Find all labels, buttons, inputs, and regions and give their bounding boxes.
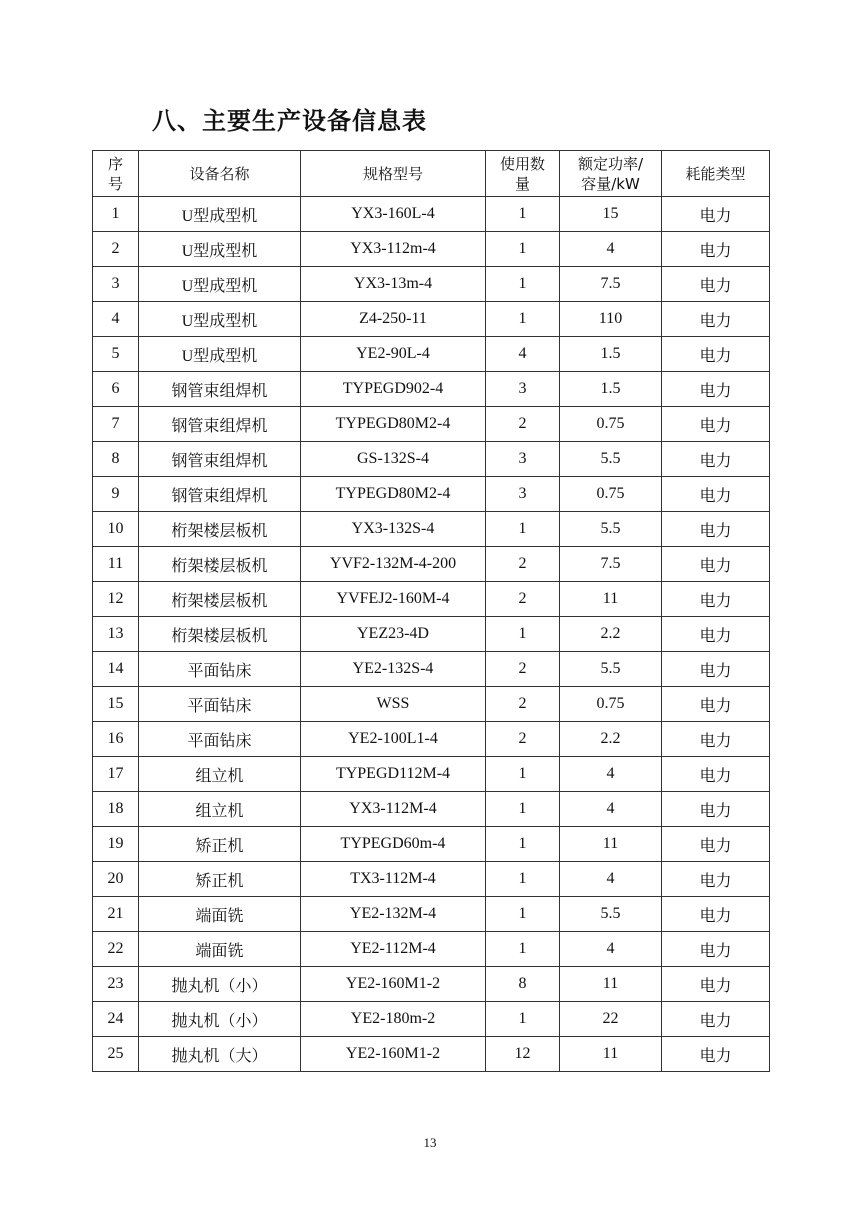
cell-no: 21 bbox=[93, 897, 139, 932]
cell-energy: 电力 bbox=[662, 477, 770, 512]
cell-spec: YE2-160M1-2 bbox=[301, 967, 486, 1002]
cell-no: 16 bbox=[93, 722, 139, 757]
cell-name: 矫正机 bbox=[139, 827, 301, 862]
cell-qty: 2 bbox=[486, 582, 560, 617]
cell-energy: 电力 bbox=[662, 372, 770, 407]
cell-no: 24 bbox=[93, 1002, 139, 1037]
cell-energy: 电力 bbox=[662, 267, 770, 302]
header-power-line2: 容量/kW bbox=[581, 174, 640, 193]
cell-qty: 2 bbox=[486, 722, 560, 757]
table-row bbox=[93, 372, 770, 407]
cell-power: 4 bbox=[560, 757, 662, 792]
cell-energy: 电力 bbox=[662, 932, 770, 967]
cell-name: 组立机 bbox=[139, 757, 301, 792]
cell-qty: 4 bbox=[486, 337, 560, 372]
cell-no: 3 bbox=[93, 267, 139, 302]
cell-power: 0.75 bbox=[560, 687, 662, 722]
cell-name: 桁架楼层板机 bbox=[139, 582, 301, 617]
cell-energy: 电力 bbox=[662, 1037, 770, 1072]
cell-qty: 1 bbox=[486, 757, 560, 792]
cell-no: 19 bbox=[93, 827, 139, 862]
cell-energy: 电力 bbox=[662, 757, 770, 792]
table-row bbox=[93, 1002, 770, 1037]
cell-name: 组立机 bbox=[139, 792, 301, 827]
cell-no: 22 bbox=[93, 932, 139, 967]
header-qty-line1: 使用数 bbox=[499, 154, 545, 173]
cell-no: 14 bbox=[93, 652, 139, 687]
cell-qty: 1 bbox=[486, 827, 560, 862]
cell-power: 4 bbox=[560, 792, 662, 827]
cell-energy: 电力 bbox=[662, 792, 770, 827]
cell-name: 桁架楼层板机 bbox=[139, 547, 301, 582]
cell-name: 端面铣 bbox=[139, 897, 301, 932]
cell-power: 22 bbox=[560, 1002, 662, 1037]
cell-name: 钢管束组焊机 bbox=[139, 407, 301, 442]
cell-qty: 2 bbox=[486, 687, 560, 722]
header-power bbox=[560, 151, 662, 197]
cell-energy: 电力 bbox=[662, 337, 770, 372]
cell-energy: 电力 bbox=[662, 967, 770, 1002]
header-energy: 耗能类型 bbox=[662, 151, 770, 197]
header-no-line2: 号 bbox=[107, 174, 123, 193]
cell-power: 2.2 bbox=[560, 722, 662, 757]
table-row bbox=[93, 547, 770, 582]
cell-no: 10 bbox=[93, 512, 139, 547]
cell-name: 平面钻床 bbox=[139, 722, 301, 757]
cell-no: 4 bbox=[93, 302, 139, 337]
cell-power: 1.5 bbox=[560, 337, 662, 372]
table-row bbox=[93, 197, 770, 232]
cell-power: 11 bbox=[560, 827, 662, 862]
cell-name: 抛丸机（小） bbox=[139, 967, 301, 1002]
cell-spec: YE2-180m-2 bbox=[301, 1002, 486, 1037]
cell-no: 25 bbox=[93, 1037, 139, 1072]
cell-qty: 2 bbox=[486, 652, 560, 687]
cell-no: 17 bbox=[93, 757, 139, 792]
cell-power: 7.5 bbox=[560, 547, 662, 582]
cell-power: 110 bbox=[560, 302, 662, 337]
cell-name: 矫正机 bbox=[139, 862, 301, 897]
cell-qty: 3 bbox=[486, 442, 560, 477]
cell-power: 11 bbox=[560, 1037, 662, 1072]
cell-power: 0.75 bbox=[560, 477, 662, 512]
cell-power: 4 bbox=[560, 932, 662, 967]
header-qty-line2: 量 bbox=[514, 174, 530, 193]
cell-spec: YX3-112M-4 bbox=[301, 792, 486, 827]
cell-spec: TYPEGD902-4 bbox=[301, 372, 486, 407]
cell-qty: 1 bbox=[486, 197, 560, 232]
cell-qty: 1 bbox=[486, 267, 560, 302]
table-row bbox=[93, 687, 770, 722]
cell-energy: 电力 bbox=[662, 687, 770, 722]
header-power-line1: 额定功率/ bbox=[577, 154, 644, 173]
cell-name: U型成型机 bbox=[139, 302, 301, 337]
cell-power: 5.5 bbox=[560, 512, 662, 547]
cell-energy: 电力 bbox=[662, 582, 770, 617]
cell-power: 7.5 bbox=[560, 267, 662, 302]
header-spec: 规格型号 bbox=[301, 151, 486, 197]
table-row bbox=[93, 897, 770, 932]
cell-spec: YE2-112M-4 bbox=[301, 932, 486, 967]
table-row bbox=[93, 967, 770, 1002]
equipment-table bbox=[92, 150, 770, 1072]
cell-spec: YE2-160M1-2 bbox=[301, 1037, 486, 1072]
table-row bbox=[93, 512, 770, 547]
cell-spec: TYPEGD80M2-4 bbox=[301, 407, 486, 442]
cell-spec: YVF2-132M-4-200 bbox=[301, 547, 486, 582]
cell-spec: TYPEGD80M2-4 bbox=[301, 477, 486, 512]
cell-energy: 电力 bbox=[662, 897, 770, 932]
cell-qty: 3 bbox=[486, 477, 560, 512]
cell-energy: 电力 bbox=[662, 197, 770, 232]
cell-power: 1.5 bbox=[560, 372, 662, 407]
cell-name: 平面钻床 bbox=[139, 687, 301, 722]
cell-spec: YE2-90L-4 bbox=[301, 337, 486, 372]
cell-power: 4 bbox=[560, 232, 662, 267]
table-row bbox=[93, 932, 770, 967]
cell-name: 平面钻床 bbox=[139, 652, 301, 687]
cell-qty: 3 bbox=[486, 372, 560, 407]
cell-qty: 1 bbox=[486, 792, 560, 827]
cell-no: 5 bbox=[93, 337, 139, 372]
header-qty bbox=[486, 151, 560, 197]
cell-energy: 电力 bbox=[662, 232, 770, 267]
cell-energy: 电力 bbox=[662, 617, 770, 652]
cell-spec: YE2-132S-4 bbox=[301, 652, 486, 687]
cell-no: 15 bbox=[93, 687, 139, 722]
header-no-line1: 序 bbox=[107, 154, 123, 173]
cell-energy: 电力 bbox=[662, 1002, 770, 1037]
table-row bbox=[93, 617, 770, 652]
table-row bbox=[93, 792, 770, 827]
cell-no: 2 bbox=[93, 232, 139, 267]
cell-qty: 1 bbox=[486, 232, 560, 267]
cell-no: 13 bbox=[93, 617, 139, 652]
cell-qty: 1 bbox=[486, 512, 560, 547]
cell-no: 20 bbox=[93, 862, 139, 897]
table-row bbox=[93, 862, 770, 897]
cell-energy: 电力 bbox=[662, 652, 770, 687]
cell-name: 钢管束组焊机 bbox=[139, 372, 301, 407]
cell-qty: 1 bbox=[486, 1002, 560, 1037]
cell-no: 8 bbox=[93, 442, 139, 477]
cell-no: 7 bbox=[93, 407, 139, 442]
header-no bbox=[93, 151, 139, 197]
cell-qty: 1 bbox=[486, 617, 560, 652]
table-row bbox=[93, 582, 770, 617]
cell-energy: 电力 bbox=[662, 827, 770, 862]
cell-no: 11 bbox=[93, 547, 139, 582]
cell-name: 桁架楼层板机 bbox=[139, 512, 301, 547]
cell-qty: 12 bbox=[486, 1037, 560, 1072]
cell-qty: 2 bbox=[486, 547, 560, 582]
cell-spec: TYPEGD60m-4 bbox=[301, 827, 486, 862]
cell-spec: YX3-13m-4 bbox=[301, 267, 486, 302]
cell-spec: YX3-160L-4 bbox=[301, 197, 486, 232]
cell-no: 12 bbox=[93, 582, 139, 617]
cell-name: U型成型机 bbox=[139, 197, 301, 232]
cell-name: 抛丸机（小） bbox=[139, 1002, 301, 1037]
cell-no: 1 bbox=[93, 197, 139, 232]
table-row bbox=[93, 232, 770, 267]
cell-spec: YE2-132M-4 bbox=[301, 897, 486, 932]
page-title: 八、主要生产设备信息表 bbox=[152, 107, 427, 135]
cell-power: 11 bbox=[560, 582, 662, 617]
cell-spec: YVFEJ2-160M-4 bbox=[301, 582, 486, 617]
cell-power: 15 bbox=[560, 197, 662, 232]
header-name: 设备名称 bbox=[139, 151, 301, 197]
cell-qty: 1 bbox=[486, 302, 560, 337]
cell-qty: 1 bbox=[486, 897, 560, 932]
cell-name: 抛丸机（大） bbox=[139, 1037, 301, 1072]
cell-qty: 1 bbox=[486, 932, 560, 967]
cell-power: 5.5 bbox=[560, 652, 662, 687]
cell-no: 6 bbox=[93, 372, 139, 407]
cell-spec: TX3-112M-4 bbox=[301, 862, 486, 897]
cell-name: U型成型机 bbox=[139, 337, 301, 372]
table-row bbox=[93, 652, 770, 687]
cell-spec: TYPEGD112M-4 bbox=[301, 757, 486, 792]
cell-name: U型成型机 bbox=[139, 232, 301, 267]
cell-spec: YX3-112m-4 bbox=[301, 232, 486, 267]
cell-spec: YX3-132S-4 bbox=[301, 512, 486, 547]
cell-power: 5.5 bbox=[560, 442, 662, 477]
table-row bbox=[93, 827, 770, 862]
cell-spec: WSS bbox=[301, 687, 486, 722]
cell-energy: 电力 bbox=[662, 407, 770, 442]
cell-qty: 1 bbox=[486, 862, 560, 897]
table-row bbox=[93, 407, 770, 442]
table-body bbox=[93, 197, 770, 1072]
cell-name: 端面铣 bbox=[139, 932, 301, 967]
cell-spec: GS-132S-4 bbox=[301, 442, 486, 477]
cell-name: U型成型机 bbox=[139, 267, 301, 302]
cell-name: 桁架楼层板机 bbox=[139, 617, 301, 652]
cell-power: 4 bbox=[560, 862, 662, 897]
cell-power: 0.75 bbox=[560, 407, 662, 442]
cell-name: 钢管束组焊机 bbox=[139, 477, 301, 512]
cell-energy: 电力 bbox=[662, 547, 770, 582]
cell-spec: YEZ23-4D bbox=[301, 617, 486, 652]
cell-spec: YE2-100L1-4 bbox=[301, 722, 486, 757]
cell-name: 钢管束组焊机 bbox=[139, 442, 301, 477]
table-row bbox=[93, 1037, 770, 1072]
cell-energy: 电力 bbox=[662, 302, 770, 337]
cell-power: 2.2 bbox=[560, 617, 662, 652]
cell-no: 9 bbox=[93, 477, 139, 512]
table-row bbox=[93, 477, 770, 512]
cell-qty: 8 bbox=[486, 967, 560, 1002]
cell-qty: 2 bbox=[486, 407, 560, 442]
cell-energy: 电力 bbox=[662, 512, 770, 547]
cell-spec: Z4-250-11 bbox=[301, 302, 486, 337]
table-row bbox=[93, 337, 770, 372]
table-row bbox=[93, 302, 770, 337]
cell-energy: 电力 bbox=[662, 722, 770, 757]
cell-power: 11 bbox=[560, 967, 662, 1002]
table-row bbox=[93, 722, 770, 757]
cell-power: 5.5 bbox=[560, 897, 662, 932]
table-row bbox=[93, 267, 770, 302]
cell-energy: 电力 bbox=[662, 442, 770, 477]
table-header-row bbox=[93, 151, 770, 197]
cell-no: 23 bbox=[93, 967, 139, 1002]
table-row bbox=[93, 442, 770, 477]
cell-energy: 电力 bbox=[662, 862, 770, 897]
cell-no: 18 bbox=[93, 792, 139, 827]
page-number: 13 bbox=[423, 1135, 437, 1150]
table-row bbox=[93, 757, 770, 792]
